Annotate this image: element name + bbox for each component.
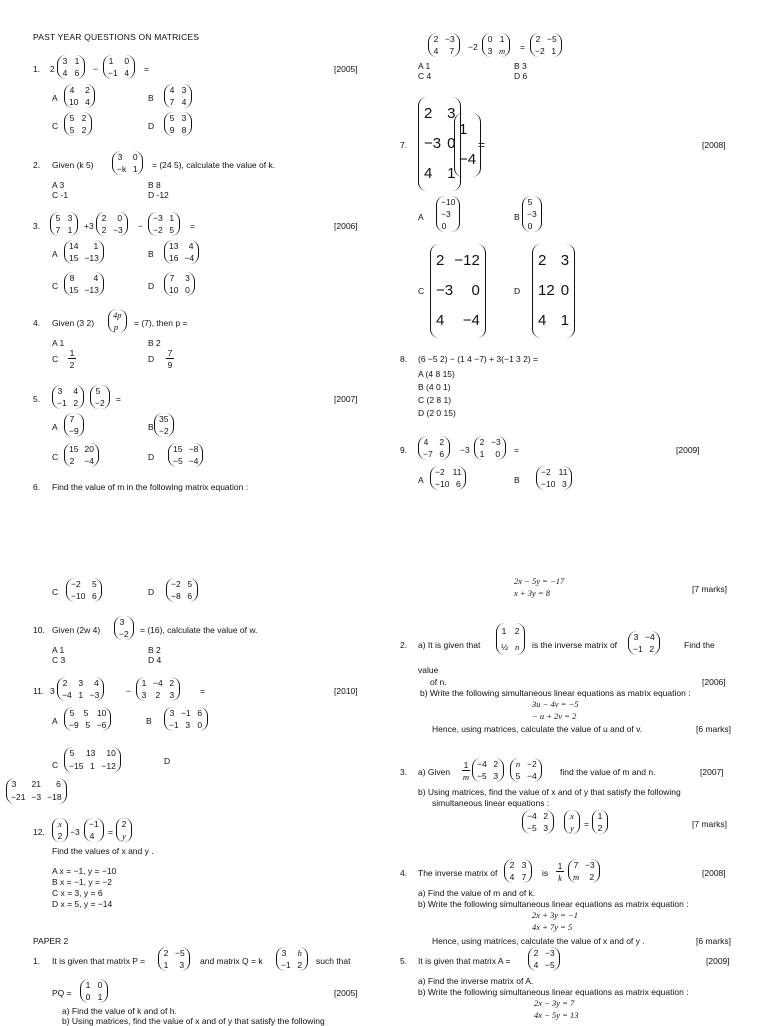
matrix: 2 0 2 −3 bbox=[96, 212, 128, 236]
marks: [6 marks] bbox=[696, 724, 731, 734]
question-number: 6. bbox=[33, 482, 41, 492]
sub-question: a) Find the value of m and of k. bbox=[418, 888, 536, 898]
matrix: 8 4 15 −13 bbox=[64, 272, 104, 296]
option: A 1 bbox=[52, 338, 65, 348]
option: C -1 bbox=[52, 190, 69, 200]
matrix: 2 3 4 −4 1 −3 bbox=[57, 677, 104, 701]
matrix: 5 13 10 −15 1 −12 bbox=[64, 747, 121, 773]
matrix: 5 2 5 2 bbox=[64, 112, 92, 136]
option: A 1 bbox=[52, 645, 65, 655]
equals-sign: = bbox=[584, 819, 589, 829]
question-stem: find the value of m and n. bbox=[560, 767, 656, 777]
operator: −3 bbox=[460, 445, 470, 455]
matrix: 3 h −1 2 bbox=[276, 947, 308, 971]
matrix: 3 −4 −1 2 bbox=[628, 631, 660, 655]
matrix: −4 2 −5 3 bbox=[522, 810, 554, 834]
exam-year: [2010] bbox=[334, 686, 358, 696]
marks: [7 marks] bbox=[692, 819, 727, 829]
matrix: 5 3 7 1 bbox=[50, 212, 78, 236]
equals-sign: = bbox=[520, 42, 525, 52]
option-label: D bbox=[148, 354, 155, 364]
option-label: A bbox=[52, 249, 58, 259]
option: B x = −1, y = −2 bbox=[52, 877, 113, 887]
question-number: 12. bbox=[33, 827, 45, 837]
question-number: 7. bbox=[400, 140, 408, 150]
sub-question: a) Find the inverse matrix of A. bbox=[418, 976, 534, 986]
fraction-numerator: 7 bbox=[167, 348, 173, 358]
instruction: Hence, using matrices, calculate the value of u and of v. bbox=[432, 724, 643, 734]
question-number: 10. bbox=[33, 625, 45, 635]
equals-sign: = bbox=[190, 221, 195, 231]
operator: +3 bbox=[84, 221, 94, 231]
option: C x = 3, y = 6 bbox=[52, 888, 103, 898]
question-number: 1. bbox=[33, 64, 41, 74]
equation: 2x + 3y = −1 bbox=[532, 910, 579, 920]
question-number: 5. bbox=[400, 956, 408, 966]
sub-question: b) Using matrices, find the value of x and of y that satisfy the following bbox=[418, 787, 681, 797]
equation: 2x − 5y = −17 bbox=[514, 576, 565, 586]
matrix: 5 3 9 8 bbox=[164, 112, 192, 136]
section-heading: PAPER 2 bbox=[33, 936, 69, 946]
matrix: −2 11 −10 3 bbox=[536, 466, 572, 490]
exam-year: [2009] bbox=[706, 956, 730, 966]
option-label: C bbox=[52, 760, 59, 770]
option: A 1 bbox=[418, 61, 431, 71]
option-label: A bbox=[52, 716, 58, 726]
question-number: 2. bbox=[400, 640, 408, 650]
option-label: D bbox=[148, 121, 155, 131]
matrix: 2 3 −3 0 4 1 bbox=[418, 97, 461, 191]
matrix: 3 0 −k 1 bbox=[112, 151, 143, 175]
matrix: 1 2 ½ n bbox=[496, 623, 525, 655]
question-number: 2. bbox=[33, 160, 41, 170]
question-stem: It is given that matrix A = bbox=[418, 956, 511, 966]
question-stem: Given (3 2) bbox=[52, 318, 95, 328]
question-stem: Find the value of m in the following matrix equation : bbox=[52, 482, 249, 492]
equation: 4x + 7y = 5 bbox=[532, 922, 573, 932]
option-label: D bbox=[148, 452, 155, 462]
matrix: 2 3 12 0 4 1 bbox=[532, 244, 575, 338]
equation: x + 3y = 8 bbox=[514, 588, 551, 598]
question-number: 11. bbox=[33, 686, 45, 696]
option-label: D bbox=[148, 587, 155, 597]
option-label: C bbox=[52, 452, 59, 462]
equals-sign: = bbox=[108, 827, 113, 837]
question-stem: Given (k 5) bbox=[52, 160, 94, 170]
option: D 6 bbox=[514, 71, 528, 81]
option-label: A bbox=[52, 93, 58, 103]
option: C (2 8 1) bbox=[418, 395, 452, 405]
coefficient: 3 bbox=[50, 686, 55, 696]
question-stem: is bbox=[542, 868, 549, 878]
option: B 8 bbox=[148, 180, 161, 190]
question-stem: = (7), then p = bbox=[134, 318, 188, 328]
matrix: 35 −2 bbox=[154, 413, 174, 437]
option-label: B bbox=[514, 212, 520, 222]
marks: [7 marks] bbox=[692, 584, 727, 594]
matrix: 3 −2 bbox=[114, 616, 134, 640]
equation: 2x − 3y = 7 bbox=[534, 998, 575, 1008]
equals-sign: = bbox=[478, 138, 486, 152]
matrix: 2 3 4 7 bbox=[504, 859, 532, 883]
sub-question: b) Write the following simultaneous linear equations as matrix equation : bbox=[418, 987, 689, 997]
marks: [6 marks] bbox=[696, 936, 731, 946]
matrix: 15 20 2 −4 bbox=[64, 443, 99, 467]
exam-year: [2005] bbox=[334, 64, 358, 74]
option: B 3 bbox=[514, 61, 527, 71]
question-number: 3. bbox=[33, 221, 41, 231]
question-stem: Find the values of x and y . bbox=[52, 846, 154, 856]
operator: −3 bbox=[70, 827, 80, 837]
operator: −2 bbox=[468, 42, 478, 52]
matrix: 14 1 15 −13 bbox=[64, 240, 104, 264]
question-stem: such that bbox=[316, 956, 351, 966]
fraction-numerator: 1 bbox=[463, 760, 469, 770]
option-label: B bbox=[148, 93, 154, 103]
option: A x = −1, y = −10 bbox=[52, 866, 117, 876]
option: C 3 bbox=[52, 655, 66, 665]
option: C 4 bbox=[418, 71, 432, 81]
equation: 4x − 5y = 13 bbox=[534, 1010, 579, 1020]
fraction-denominator: m bbox=[462, 772, 470, 782]
equals-sign: = bbox=[514, 445, 519, 455]
question-number: 4. bbox=[33, 318, 41, 328]
matrix: −3 1 −2 5 bbox=[148, 212, 180, 236]
option-label: A bbox=[418, 212, 424, 222]
question-number: 1. bbox=[33, 956, 41, 966]
question-number: 3. bbox=[400, 767, 408, 777]
matrix: 1 −4 2 3 2 3 bbox=[136, 677, 180, 701]
equation: 3u − 4v = −5 bbox=[532, 699, 579, 709]
option-label: B bbox=[514, 475, 520, 485]
matrix: 5 −3 0 bbox=[522, 196, 542, 232]
matrix: x y bbox=[564, 810, 580, 834]
option: D -12 bbox=[148, 190, 169, 200]
matrix: 2 y bbox=[116, 818, 132, 842]
matrix: −1 4 bbox=[84, 818, 104, 842]
option-label: B bbox=[148, 249, 154, 259]
option-label: A bbox=[52, 422, 58, 432]
matrix: 5 5 10 −9 5 −6 bbox=[64, 707, 111, 731]
option-label: B bbox=[148, 422, 154, 432]
sub-question: a) Find the value of k and of h. bbox=[62, 1006, 177, 1016]
matrix: 7 3 10 0 bbox=[164, 272, 195, 296]
exam-year: [2006] bbox=[702, 677, 726, 687]
option: A (4 8 15) bbox=[418, 369, 455, 379]
matrix: 3 1 4 6 bbox=[57, 55, 85, 79]
sub-question: b) Write the following simultaneous linear equations as matrix equation : bbox=[420, 688, 691, 698]
equation: − u + 2v = 2 bbox=[532, 711, 577, 721]
option: B 2 bbox=[148, 338, 161, 348]
matrix: 3 4 −1 2 bbox=[52, 385, 84, 409]
matrix: 4p p bbox=[108, 309, 127, 333]
coefficient: 2 bbox=[50, 64, 55, 74]
matrix: 1 2 bbox=[592, 810, 608, 834]
matrix: 2 −5 1 3 bbox=[158, 947, 190, 971]
option: D (2 0 15) bbox=[418, 408, 456, 418]
sub-question: b) Using matrices, find the value of x and of y that satisfy the following bbox=[62, 1016, 325, 1026]
equals-sign: = bbox=[144, 64, 149, 74]
question-stem: is the inverse matrix of bbox=[532, 640, 618, 650]
matrix: 3 21 6 −21 −3 −18 bbox=[6, 778, 67, 804]
option-label: D bbox=[148, 281, 155, 291]
matrix: 4 3 7 4 bbox=[164, 84, 192, 108]
fraction-numerator: 1 bbox=[557, 861, 563, 871]
matrix: −10 −3 0 bbox=[436, 196, 460, 232]
matrix: 7 −9 bbox=[64, 413, 84, 437]
matrix: 4 2 10 4 bbox=[64, 84, 95, 108]
matrix-product-label: PQ = bbox=[52, 988, 72, 998]
option: B (4 0 1) bbox=[418, 382, 451, 392]
question-stem: Given (2w 4) bbox=[52, 625, 101, 635]
option-label: A bbox=[418, 475, 424, 485]
question-number: 9. bbox=[400, 445, 408, 455]
exam-year: [2007] bbox=[700, 767, 724, 777]
matrix: 1 −4 bbox=[454, 113, 481, 177]
question-stem: Find the bbox=[684, 640, 715, 650]
matrix: 15 −8 −5 −4 bbox=[168, 443, 203, 467]
instruction: Hence, using matrices, calculate the value of x and of y . bbox=[432, 936, 645, 946]
exam-year: [2008] bbox=[702, 140, 726, 150]
matrix: 2 −3 4 7 bbox=[428, 33, 460, 57]
fraction-numerator: 1 bbox=[69, 348, 75, 358]
question-number: 5. bbox=[33, 394, 41, 404]
exam-year: [2009] bbox=[676, 445, 700, 455]
question-stem: The inverse matrix of bbox=[418, 868, 498, 878]
option-label: D bbox=[164, 756, 171, 766]
option-label: D bbox=[514, 286, 521, 296]
question-stem: (6 −5 2) − (1 4 −7) + 3(−1 3 2) = bbox=[418, 354, 539, 364]
fraction-denominator: k bbox=[558, 873, 562, 883]
equals-sign: = bbox=[200, 686, 205, 696]
matrix: −2 11 −10 6 bbox=[430, 466, 466, 490]
option-label: C bbox=[52, 281, 59, 291]
option: A 3 bbox=[52, 180, 65, 190]
operator: − bbox=[126, 686, 131, 696]
matrix: 2 −5 −2 1 bbox=[530, 33, 562, 57]
option-label: C bbox=[418, 286, 425, 296]
matrix: n −2 5 −4 bbox=[510, 758, 542, 782]
equals-sign: = bbox=[116, 394, 121, 404]
exam-year: [2006] bbox=[334, 221, 358, 231]
question-stem: and matrix Q = k bbox=[200, 956, 263, 966]
operator: − bbox=[138, 221, 143, 231]
option-label: C bbox=[52, 354, 59, 364]
option-label: C bbox=[52, 587, 59, 597]
page-title: PAST YEAR QUESTIONS ON MATRICES bbox=[33, 32, 200, 42]
matrix: 4 2 −7 6 bbox=[418, 436, 450, 460]
matrix: 7 −3 m 2 bbox=[568, 859, 600, 883]
fraction-denominator: 9 bbox=[167, 360, 173, 370]
matrix: −2 5 −10 6 bbox=[66, 578, 102, 602]
matrix: 0 1 3 m bbox=[482, 33, 510, 57]
question-number: 4. bbox=[400, 868, 408, 878]
question-stem: a) It is given that bbox=[418, 640, 481, 650]
exam-year: [2005] bbox=[334, 988, 358, 998]
fraction-denominator: 2 bbox=[69, 360, 75, 370]
matrix: 2 −3 4 −5 bbox=[528, 947, 560, 971]
matrix: 1 0 0 1 bbox=[80, 979, 108, 1003]
option-label: B bbox=[146, 716, 152, 726]
exam-year: [2008] bbox=[702, 868, 726, 878]
exam-year: [2007] bbox=[334, 394, 358, 404]
option-label: C bbox=[52, 121, 59, 131]
matrix: 3 −1 6 −1 3 0 bbox=[164, 707, 208, 731]
question-stem: of n. bbox=[430, 677, 447, 687]
option: B 2 bbox=[148, 645, 161, 655]
matrix: −4 2 −5 3 bbox=[472, 758, 504, 782]
matrix: −2 5 −8 6 bbox=[166, 578, 198, 602]
matrix: 2 −12 −3 0 4 −4 bbox=[430, 244, 486, 338]
operator: − bbox=[93, 64, 98, 74]
matrix: 1 0 −1 4 bbox=[103, 55, 135, 79]
matrix: 5 −2 bbox=[90, 385, 110, 409]
question-stem: value bbox=[418, 665, 439, 675]
question-stem: = (24 5), calculate the value of k. bbox=[152, 160, 276, 170]
question-stem: = (16), calculate the value of w. bbox=[140, 625, 258, 635]
sub-question: b) Write the following simultaneous linear equations as matrix equation : bbox=[418, 899, 689, 909]
sub-question: simultaneous linear equations : bbox=[432, 798, 550, 808]
matrix: x 2 bbox=[52, 818, 68, 842]
matrix: 2 −3 1 0 bbox=[474, 436, 506, 460]
question-stem: It is given that matrix P = bbox=[52, 956, 146, 966]
matrix: 13 4 16 −4 bbox=[164, 240, 199, 264]
question-stem: a) Given bbox=[418, 767, 451, 777]
question-number: 8. bbox=[400, 354, 408, 364]
option: D 4 bbox=[148, 655, 162, 665]
option: D x = 5, y = −14 bbox=[52, 899, 113, 909]
